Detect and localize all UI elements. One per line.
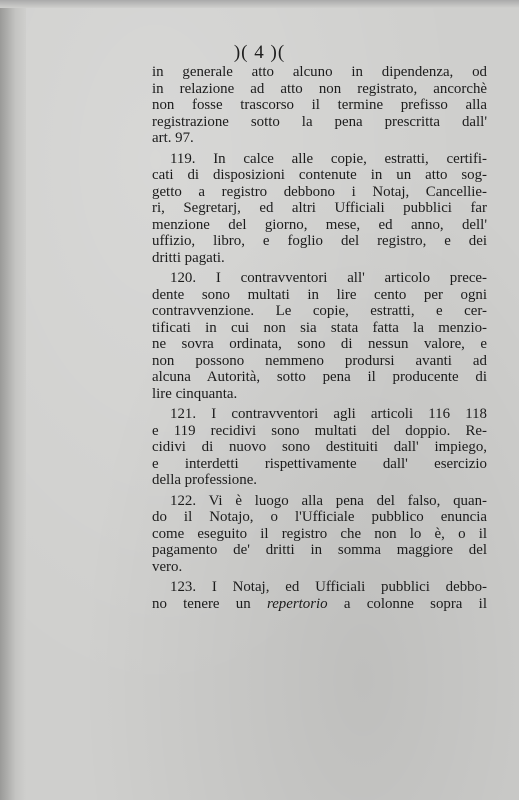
text-segment: no tenere un [152, 595, 251, 612]
paragraph-continuation [152, 64, 487, 147]
text-line: cati di disposizioni contenute in un atto sog- [152, 167, 487, 183]
text-line: do il Notajo, o l'Ufficiale pubblico enuncia [152, 509, 487, 525]
text-line: e 119 recidivi sono multati del doppio. Re- [152, 422, 487, 439]
text-line: uffizio, libro, e foglio del registro, e dei [152, 233, 487, 249]
page-binding-edge [0, 0, 26, 800]
text-line: art. 97. [152, 130, 194, 146]
text-line: 119. In calce alle copie, estratti, certifi- [170, 150, 487, 167]
text-line: ri, Segretarj, ed altri Ufficiali pubblici far [152, 200, 487, 216]
text-line: tificati in cui non sia stata fatta la menzio- [152, 319, 487, 336]
text-line: non possono nemmeno prodursi avanti ad [152, 352, 487, 369]
text-line: cidivi di nuovo sono destituiti dall' impiego, [152, 439, 487, 455]
text-line: della professione. [152, 472, 258, 488]
body-text [152, 64, 487, 616]
text-line: pagamento de' dritti in somma maggiore del [152, 542, 487, 558]
text-line: getto a registro debbono i Notaj, Cancellie- [152, 183, 487, 200]
page-number: )( 4 )( [233, 42, 286, 63]
text-line: 123. I Notaj, ed Ufficiali pubblici debbo- [170, 579, 487, 595]
text-line: non fosse trascorso il termine prefisso alla [152, 97, 487, 113]
text-line: registrazione sotto la pena prescritta dall' [152, 113, 487, 130]
text-line: 121. I contravventori agli articoli 116 118 [170, 406, 487, 422]
text-segment: a colonne sopra il [343, 595, 487, 612]
text-line: dritti pagati. [152, 249, 225, 266]
text-line: lire cinquanta. [152, 385, 238, 402]
page-top-edge [0, 0, 519, 8]
text-line: in relazione ad atto non registrato, ancorchè [152, 80, 487, 97]
text-line: e interdetti rispettivamente dall' esercizio [152, 455, 487, 472]
text-line [152, 596, 487, 613]
text-line: menzione del giorno, mese, ed anno, dell' [152, 216, 487, 233]
text-line: come eseguito il registro che non lo è, o il [152, 525, 487, 542]
paragraph-article-120 [152, 270, 487, 402]
text-line: in generale atto alcuno in dipendenza, od [152, 64, 487, 80]
paragraph-article-122 [152, 493, 487, 576]
text-line: vero. [152, 558, 183, 575]
paragraph-article-121 [152, 406, 487, 489]
paragraph-article-123 [152, 579, 487, 612]
text-line: alcuna Autorità, sotto pena il producente di [152, 369, 487, 385]
italic-term: repertorio [266, 595, 328, 612]
text-line: contravvenzione. Le copie, estratti, e cer- [152, 303, 487, 319]
text-line: dente sono multati in lire cento per ogni [152, 286, 487, 303]
paragraph-article-119 [152, 151, 487, 267]
text-line: ne sovra ordinata, sono di nessun valore, e [152, 336, 487, 352]
text-line: 120. I contravventori all' articolo prece- [170, 270, 487, 286]
text-line: 122. Vi è luogo alla pena del falso, quan- [170, 492, 487, 509]
